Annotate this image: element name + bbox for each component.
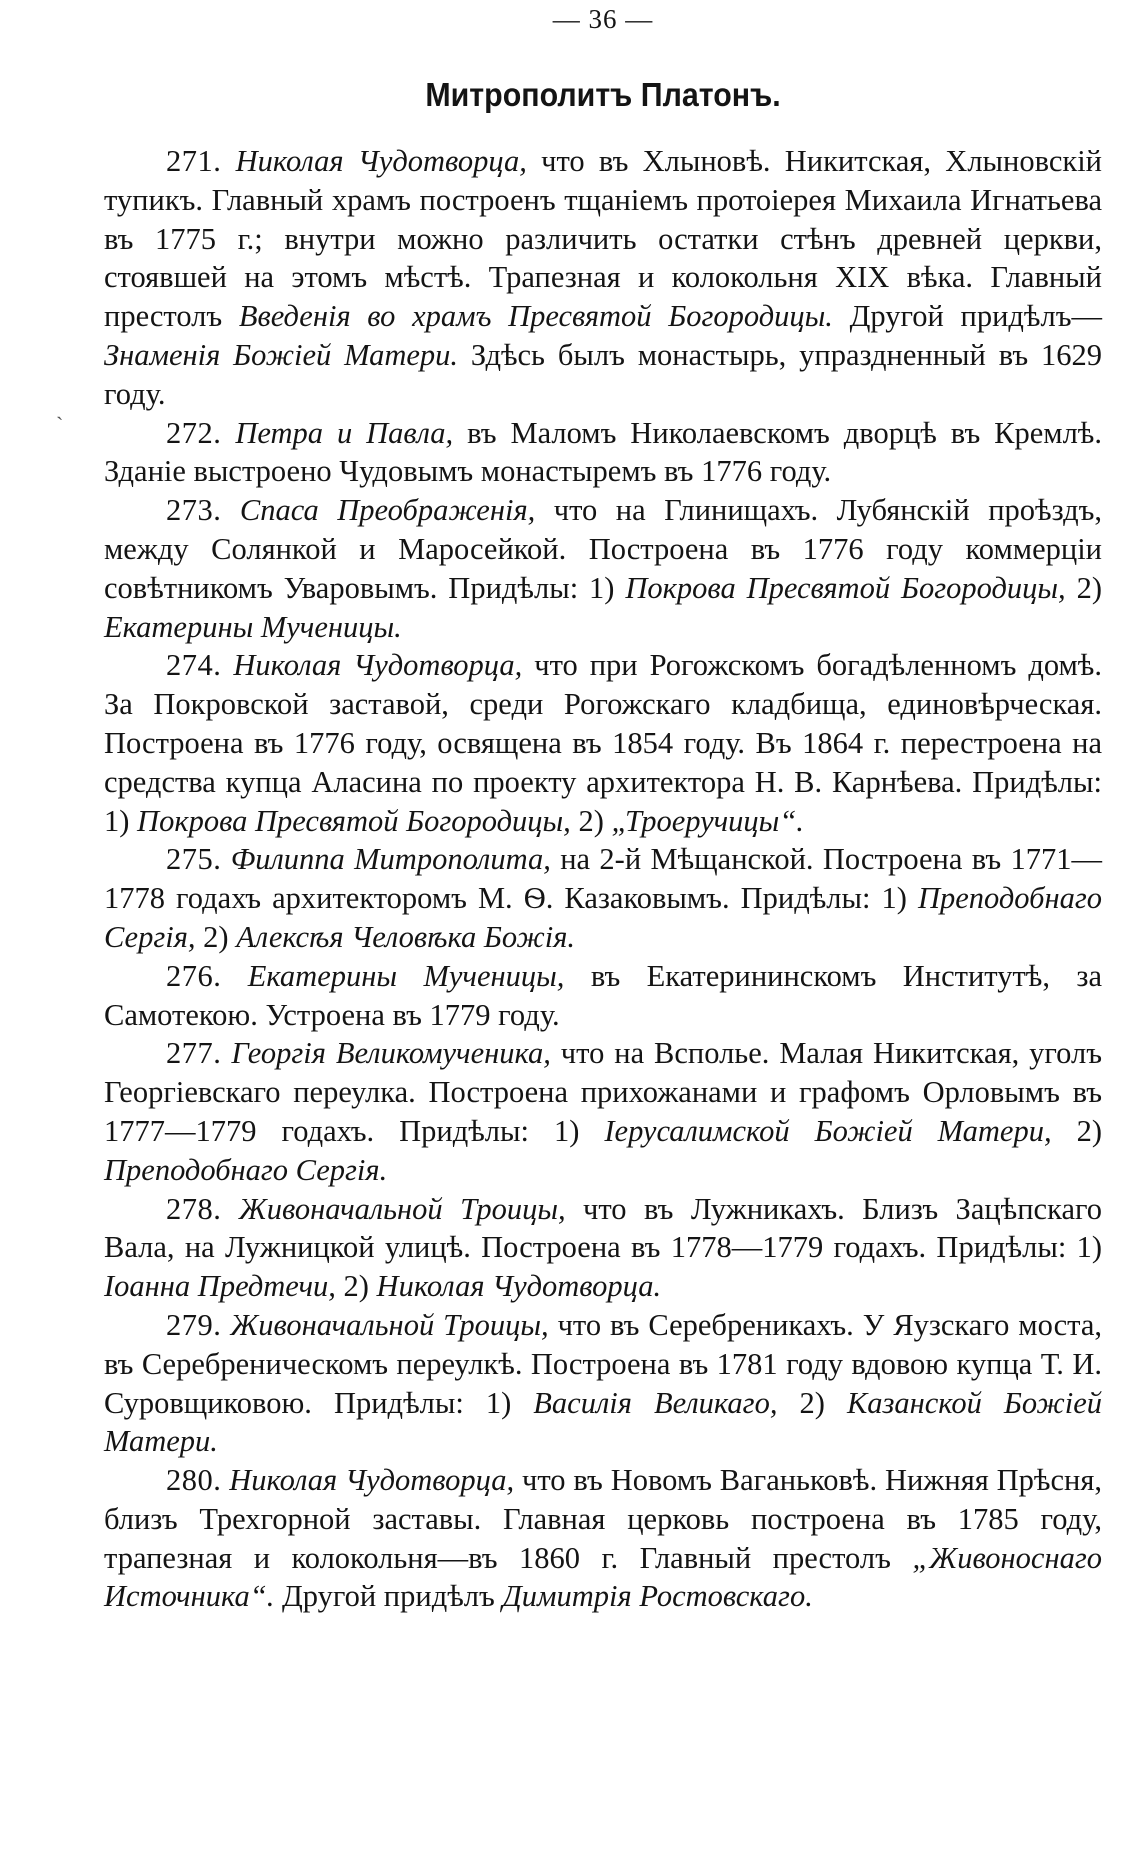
- entry-italic-name: Преподобнаго Сергія,: [104, 881, 1102, 954]
- church-entry: [104, 1034, 1102, 1189]
- page-title: Митрополитъ Платонъ.: [425, 76, 781, 113]
- entry-text: что въ Лужникахъ. Близъ Зацѣпскаго Вала, на Лужницкой улицѣ. Построена въ 1778—1779 годахъ. Придѣлы: 1): [104, 1191, 1102, 1265]
- entry-italic-name: Николая Чудотворца.: [376, 1269, 662, 1304]
- entry-italic-name: „Троеручицы“.: [611, 803, 804, 838]
- entry-italic-name: Покрова Пресвятой Богородицы,: [137, 803, 571, 838]
- entry-italic-name: Филиппа Митрополита,: [230, 842, 551, 877]
- entry-number: 271.: [166, 144, 222, 178]
- church-entry: [104, 414, 1102, 492]
- entry-number: 280.: [166, 1463, 222, 1498]
- entry-text: что на Всполье. Малая Никитская, уголъ Георгіевскаго переулка. Построена прихожанами и графомъ Орловымъ въ 1777—1779 годахъ. Придѣлы: 1): [104, 1036, 1102, 1148]
- entry-italic-name: Петра и Павла,: [235, 415, 454, 450]
- entry-text: что въ Новомъ Ваганьковѣ. Нижняя Прѣсня, близъ Трехгорной заставы. Главная церковь построена въ 1785 году, трапезная и колокольня—въ 1860 г. Главный престолъ: [104, 1463, 1102, 1575]
- entry-number: 276.: [166, 958, 222, 993]
- entry-italic-name: „Живоноснаго Источника“.: [104, 1540, 1102, 1614]
- church-entry: [104, 840, 1102, 956]
- entry-italic-name: Казанской Божіей Матери.: [104, 1385, 1103, 1459]
- entry-text: 2): [570, 803, 612, 838]
- entry-italic-name: Николая Чудотворца,: [235, 144, 527, 178]
- entry-text: въ Маломъ Николаевскомъ дворцѣ въ Кремлѣ. Зданіе выстроено Чудовымъ монастыремъ въ 1776 году.: [104, 415, 1102, 489]
- entry-number: 278.: [166, 1191, 222, 1226]
- entry-italic-name: Димитрія Ростовскаго.: [502, 1579, 813, 1614]
- entry-italic-name: Введенія во храмъ Пресвятой Богородицы.: [238, 299, 833, 334]
- church-entry: [104, 1461, 1102, 1616]
- entry-italic-name: Николая Чудотворца,: [229, 1463, 515, 1498]
- entry-italic-name: Николая Чудотворца,: [233, 648, 523, 683]
- entry-italic-name: Покрова Пресвятой Богородицы,: [625, 570, 1066, 605]
- entry-italic-name: Преподобнаго Сергія.: [104, 1152, 388, 1187]
- page-number: — 36 —: [552, 4, 654, 34]
- entry-text: въ Екатерининскомъ Институтѣ, за Самотекою. Устроена въ 1779 году.: [104, 958, 1102, 1032]
- entry-italic-name: Спаса Преображенія,: [239, 493, 536, 528]
- entry-italic-name: Живоначальной Троицы,: [238, 1191, 566, 1226]
- church-entry: [104, 491, 1102, 646]
- entry-number: 277.: [166, 1036, 222, 1071]
- entry-italic-name: Георгія Великомученика,: [231, 1036, 551, 1071]
- church-entry: [104, 1190, 1102, 1306]
- entry-italic-name: Василія Великаго,: [533, 1385, 778, 1420]
- entry-italic-name: Екатерины Мученицы,: [247, 958, 565, 993]
- entry-number: 274.: [166, 648, 222, 683]
- entry-text: Другой придѣлъ—: [832, 299, 1102, 334]
- church-entry: [104, 1306, 1102, 1461]
- entry-text: Здѣсь былъ монастырь, упраздненный въ 1629 году.: [104, 337, 1102, 411]
- entry-italic-name: Алексѣя Человѣка Божія.: [236, 919, 576, 954]
- entry-number: 275.: [166, 842, 222, 877]
- entry-text: что въ Серебреникахъ. У Яузскаго моста, въ Серебреническомъ переулкѣ. Построена въ 1781 году вдовою купца Т. И. Суровщиковою. Придѣлы: 1): [104, 1307, 1102, 1420]
- entry-text: на 2-й Мѣщанской. Построена въ 1771—1778 годахъ архитекторомъ М. Ѳ. Казаковымъ. Придѣлы: 1): [104, 842, 1103, 916]
- entry-list: [104, 142, 1102, 1616]
- entry-text: что при Рогожскомъ богадѣленномъ домѣ. За Покровской заставой, среди Рогожскаго кладбища, единовѣрческая. Построена въ 1776 году, освящена въ 1854 году. Въ 1864 г. перестроена на средства купца Аласина по проекту архитектора Н. В. Карнѣева. Придѣлы: 1): [104, 648, 1102, 838]
- margin-mark: ˋ: [56, 412, 64, 437]
- entry-text: 2): [1065, 570, 1102, 605]
- entry-italic-name: Іерусалимской Божіей Матери,: [604, 1113, 1052, 1148]
- entry-italic-name: Іоанна Предтечи,: [104, 1269, 336, 1304]
- entry-italic-name: Знаменія Божіей Матери.: [104, 337, 459, 372]
- entry-text: 2): [195, 919, 237, 954]
- church-entry: [104, 957, 1102, 1035]
- entry-text: 2): [335, 1269, 377, 1304]
- church-entry: [104, 142, 1102, 414]
- entry-italic-name: Екатерины Мученицы.: [104, 609, 402, 644]
- entry-number: 273.: [166, 493, 222, 528]
- entry-text: что на Глинищахъ. Лубянскій проѣздъ, между Солянкой и Маросейкой. Построена въ 1776 году коммерціи совѣтникомъ Уваровымъ. Придѣлы: 1): [104, 493, 1103, 605]
- entry-text: 2): [777, 1385, 847, 1420]
- entry-text: Другой придѣлъ: [274, 1579, 503, 1614]
- church-entry: [104, 646, 1102, 840]
- entry-number: 272.: [166, 415, 222, 450]
- entry-text: что въ Хлыновѣ. Никитская, Хлыновскій тупикъ. Главный храмъ построенъ тщаніемъ протоіерея Михаила Игнатьева въ 1775 г.; внутри можно различить остатки стѣнъ древней церкви, стоявшей на этомъ мѣстѣ. Трапезная и колокольня XIX вѣка. Главный престолъ: [104, 144, 1102, 334]
- entry-number: 279.: [166, 1307, 222, 1342]
- entry-italic-name: Живоначальной Троицы,: [230, 1307, 549, 1342]
- entry-text: 2): [1051, 1113, 1102, 1148]
